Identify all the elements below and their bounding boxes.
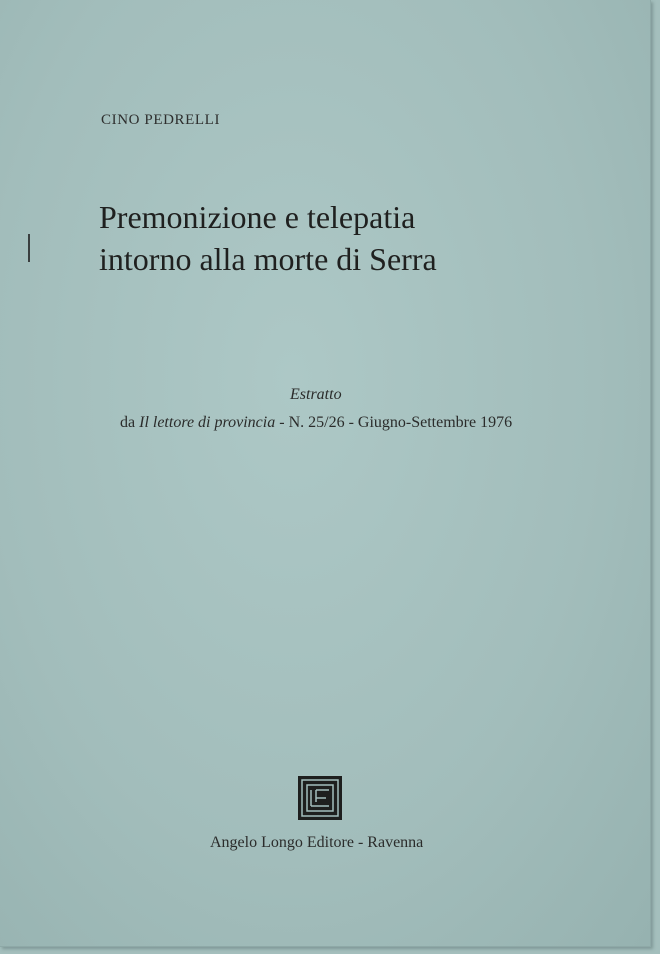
book-title (99, 196, 437, 280)
publisher-name: Angelo Longo Editore - Ravenna (210, 834, 424, 851)
publisher-monogram-icon (298, 776, 342, 820)
extract-source (120, 414, 512, 432)
journal-name: Il lettore di provincia (139, 414, 276, 431)
author-name: CINO PEDRELLI (101, 112, 221, 128)
title-line-2: intorno alla morte di Serra (99, 241, 437, 277)
extract-label: Estratto (290, 386, 342, 403)
spine-mark (28, 234, 30, 262)
extract-details: - N. 25/26 - Giugno-Settembre 1976 (279, 414, 513, 431)
extract-prefix: da (120, 414, 136, 431)
title-line-1: Premonizione e telepatia (99, 199, 416, 235)
